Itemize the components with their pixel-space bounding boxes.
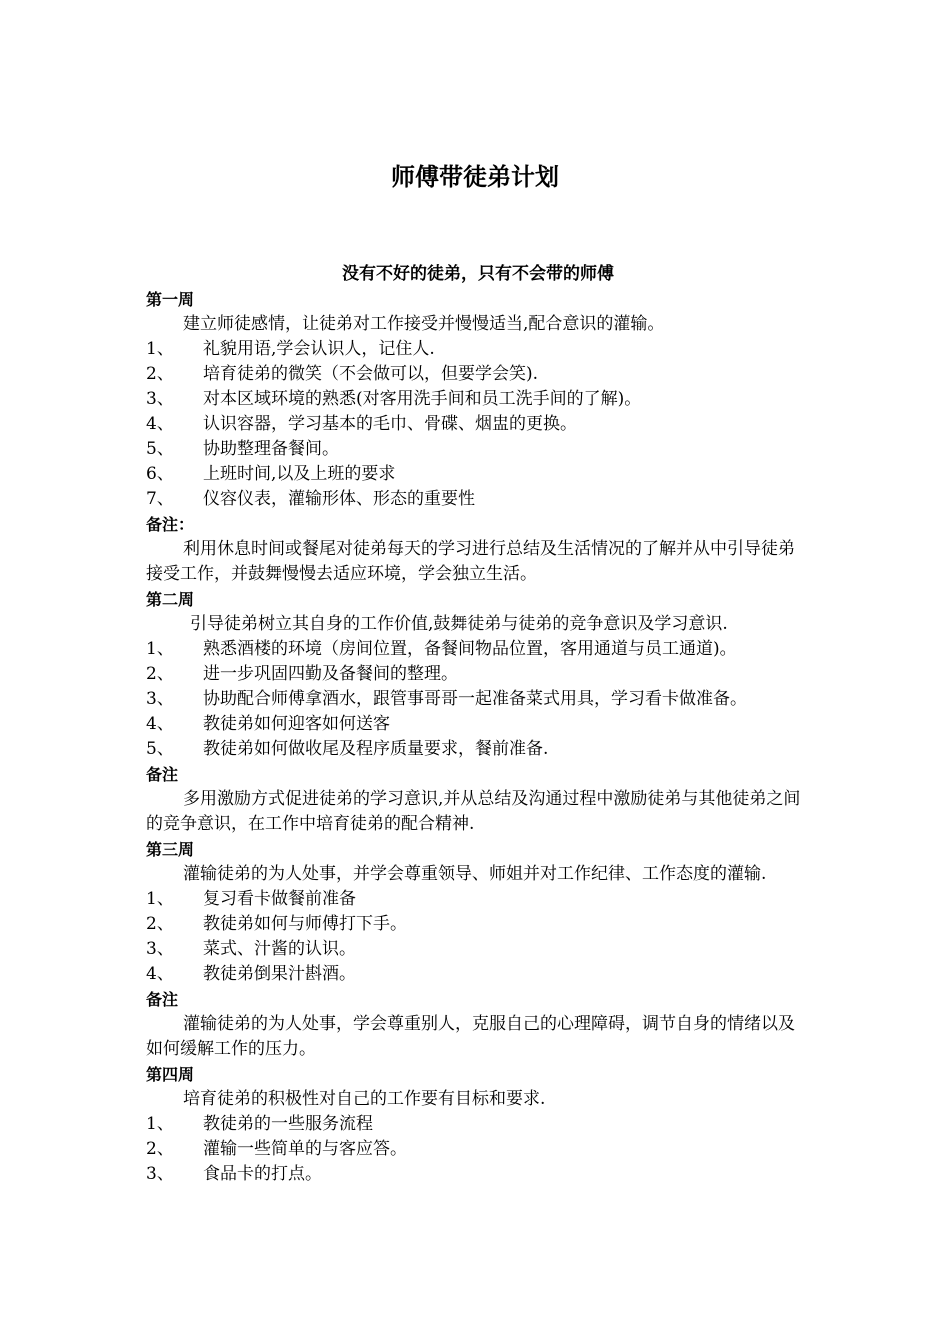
list-item-number: 3、 xyxy=(146,1164,174,1184)
note-heading: 备注 xyxy=(146,765,179,784)
list-item xyxy=(146,887,810,912)
list-item-text: 灌输一些简单的与客应答。 xyxy=(203,1139,407,1159)
list-item-number: 2、 xyxy=(146,364,174,384)
note-text: 多用激励方式促进徒弟的学习意识,并从总结及沟通过程中激励徒弟与其他徒弟之间的竞争意识，在工作中培育徒弟的配合精神. xyxy=(146,789,801,834)
list-item xyxy=(146,637,810,662)
list-item-text: 复习看卡做餐前准备 xyxy=(203,889,356,909)
list-item-number: 1、 xyxy=(146,639,174,659)
list-item xyxy=(146,487,810,512)
list-item-number: 2、 xyxy=(146,914,174,934)
list-item xyxy=(146,937,810,962)
list-item-number: 3、 xyxy=(146,689,174,709)
list-item xyxy=(146,912,810,937)
list-item-text: 认识容器，学习基本的毛巾、骨碟、烟盅的更换。 xyxy=(203,414,577,434)
note-heading: 备注 xyxy=(146,990,179,1009)
note-heading: 备注： xyxy=(146,515,195,534)
week-section xyxy=(146,587,810,837)
list-item-text: 教徒弟如何迎客如何送客 xyxy=(203,714,390,734)
list-item-number: 1、 xyxy=(146,1114,174,1134)
list-item-text: 熟悉酒楼的环境（房间位置，备餐间物品位置，客用通道与员工通道)。 xyxy=(203,639,737,659)
list-item-text: 教徒弟如何做收尾及程序质量要求，餐前准备. xyxy=(203,739,549,759)
list-item-text: 进一步巩固四勤及备餐间的整理。 xyxy=(203,664,458,684)
list-item xyxy=(146,1112,810,1137)
list-item-text: 对本区域环境的熟悉(对客用洗手间和员工洗手间的了解)。 xyxy=(203,389,642,409)
list-item-number: 3、 xyxy=(146,939,174,959)
week-section xyxy=(146,1062,810,1187)
list-item xyxy=(146,737,810,762)
list-item xyxy=(146,462,810,487)
document-title: 师傅带徒弟计划 xyxy=(391,163,559,191)
list-item-text: 上班时间,以及上班的要求 xyxy=(203,464,396,484)
list-item xyxy=(146,1137,810,1162)
list-item-text: 教徒弟如何与师傅打下手。 xyxy=(203,914,407,934)
list-item xyxy=(146,962,810,987)
week-heading: 第一周 xyxy=(146,290,195,309)
list-item-number: 2、 xyxy=(146,664,174,684)
list-item xyxy=(146,387,810,412)
list-item-number: 2、 xyxy=(146,1139,174,1159)
list-item xyxy=(146,712,810,737)
list-item xyxy=(146,337,810,362)
list-item-text: 食品卡的打点。 xyxy=(203,1164,322,1184)
list-item-text: 教徒弟倒果汁斟酒。 xyxy=(203,964,356,984)
week-intro: 灌输徒弟的为人处事，并学会尊重领导、师姐并对工作纪律、工作态度的灌输. xyxy=(183,864,767,884)
week-section xyxy=(146,287,810,587)
list-item xyxy=(146,662,810,687)
list-item-text: 教徒弟的一些服务流程 xyxy=(203,1114,373,1134)
list-item-number: 4、 xyxy=(146,964,174,984)
list-item-number: 1、 xyxy=(146,889,174,909)
list-item-number: 4、 xyxy=(146,414,174,434)
week-heading: 第二周 xyxy=(146,590,195,609)
list-item-text: 礼貌用语,学会认识人，记住人. xyxy=(203,339,435,359)
list-item xyxy=(146,1162,810,1187)
list-item-number: 5、 xyxy=(146,739,174,759)
list-item xyxy=(146,437,810,462)
list-item-number: 1、 xyxy=(146,339,174,359)
week-section xyxy=(146,837,810,1062)
list-item-text: 仪容仪表，灌输形体、形态的重要性 xyxy=(203,489,475,509)
list-item-text: 菜式、汁酱的认识。 xyxy=(203,939,356,959)
week-intro: 建立师徒感情，让徒弟对工作接受并慢慢适当,配合意识的灌输。 xyxy=(183,314,665,334)
note-text: 利用休息时间或餐尾对徒弟每天的学习进行总结及生活情况的了解并从中引导徒弟接受工作，并鼓舞慢慢去适应环境，学会独立生活。 xyxy=(146,539,795,584)
list-item-number: 7、 xyxy=(146,489,174,509)
list-item-text: 培育徒弟的微笑（不会做可以，但要学会笑). xyxy=(203,364,539,384)
week-heading: 第四周 xyxy=(146,1065,195,1084)
note-text: 灌输徒弟的为人处事，学会尊重别人，克服自己的心理障碍，调节自身的情绪以及如何缓解工作的压力。 xyxy=(146,1014,795,1059)
document-body xyxy=(146,262,810,1187)
list-item-text: 协助整理备餐间。 xyxy=(203,439,339,459)
list-item-number: 3、 xyxy=(146,389,174,409)
list-item-number: 4、 xyxy=(146,714,174,734)
week-intro: 培育徒弟的积极性对自己的工作要有目标和要求. xyxy=(183,1089,546,1109)
list-item-number: 6、 xyxy=(146,464,174,484)
list-item xyxy=(146,362,810,387)
week-heading: 第三周 xyxy=(146,840,195,859)
document-subtitle: 没有不好的徒弟，只有不会带的师傅 xyxy=(342,264,614,284)
list-item-text: 协助配合师傅拿酒水，跟管事哥哥一起准备菜式用具，学习看卡做准备。 xyxy=(203,689,747,709)
list-item-number: 5、 xyxy=(146,439,174,459)
list-item xyxy=(146,687,810,712)
week-intro: 引导徒弟树立其自身的工作价值,鼓舞徒弟与徒弟的竞争意识及学习意识. xyxy=(190,614,728,634)
list-item xyxy=(146,412,810,437)
